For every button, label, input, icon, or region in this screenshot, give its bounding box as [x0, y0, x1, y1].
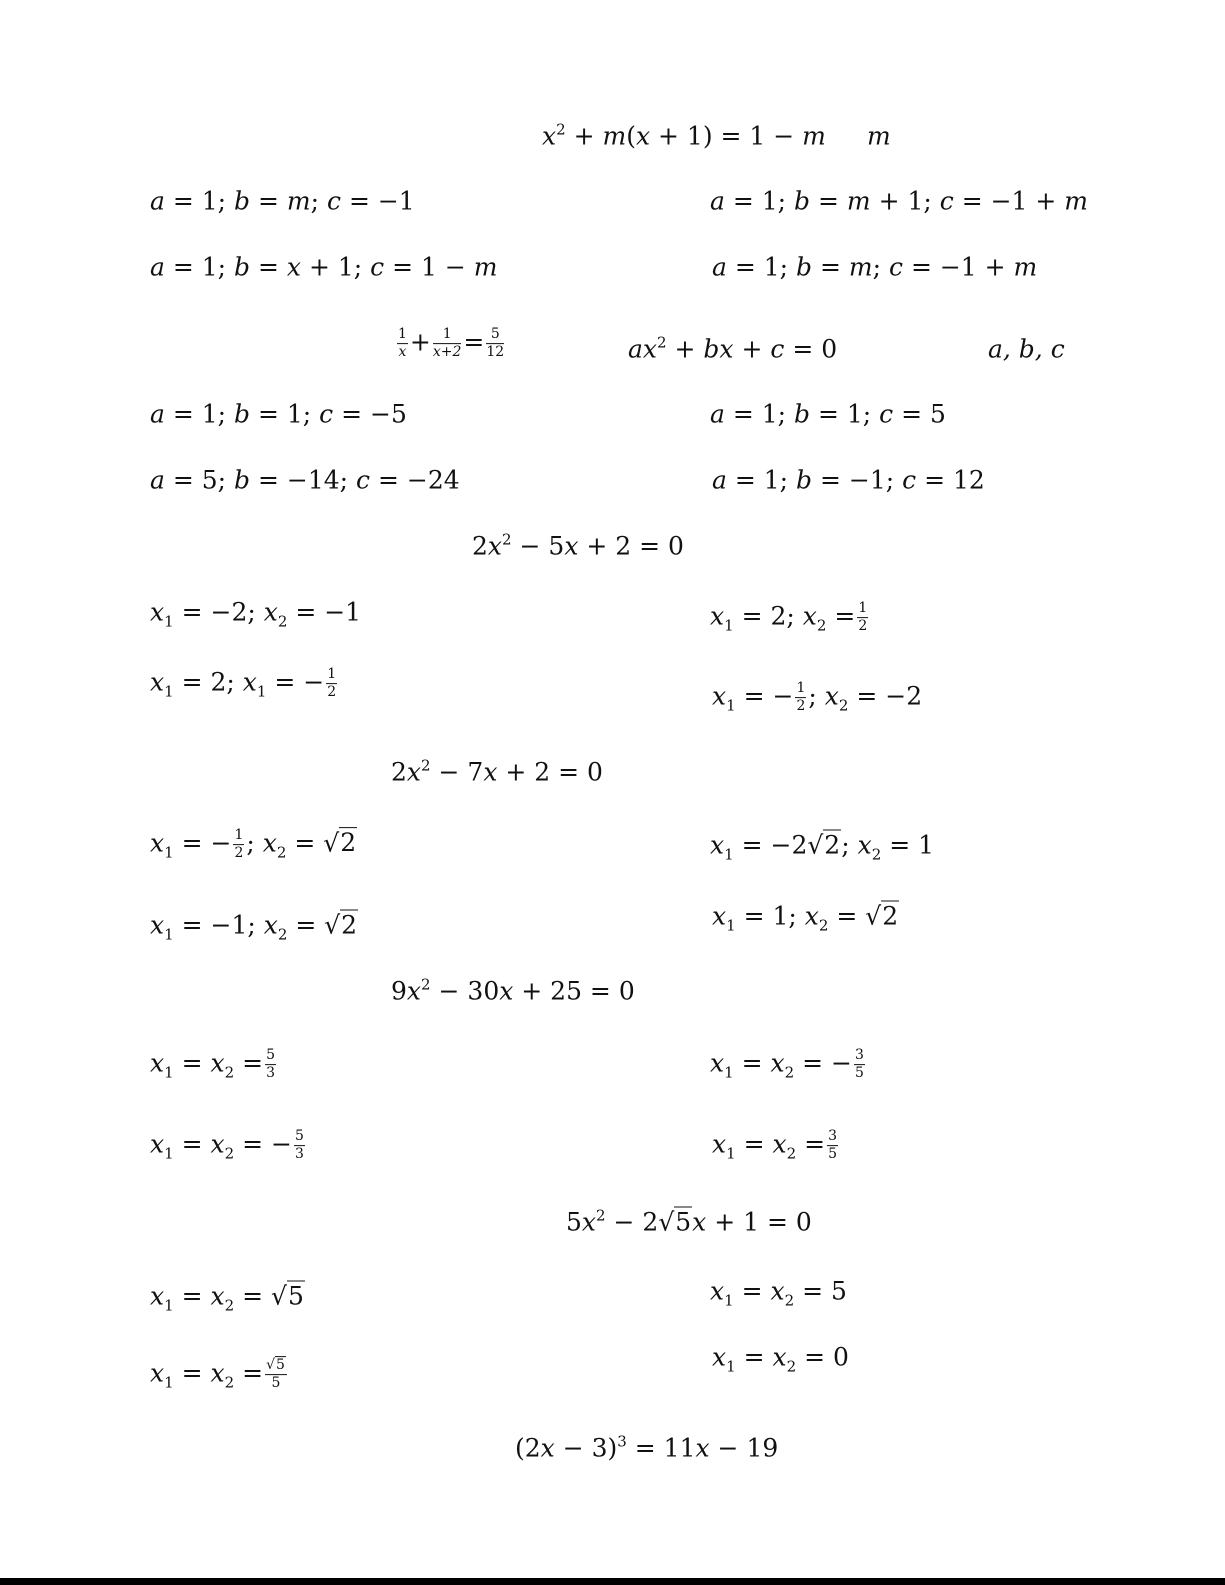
q3-option-b: $x_1 = 2$; $x_2$ = $\frac{1}{2}$	[710, 600, 868, 635]
q1-option-d: a = 1; b = m; c = −1 + m	[712, 252, 1038, 282]
q4-option-d: $x_1 = 1$; $x_2 = √2$	[712, 901, 899, 935]
q6-option-a: $x_1 = x_2 = √5$	[150, 1281, 304, 1315]
q5-option-a: $x_1 = x_2$ = $\frac{5}{3}$	[150, 1047, 275, 1082]
q4-equation: $2x^2 - 7x + 2 = 0$	[391, 756, 603, 787]
q3-option-a: $x_1 = -2$; $x_2 = -1$	[150, 597, 362, 631]
q6-option-d: $x_1 = x_2 = 0$	[712, 1342, 849, 1376]
q6-equation: $5x^2 - 2√5x + 1 = 0$	[566, 1206, 812, 1237]
q2-equation: $\frac{1}{x}$ + $\frac{1}{x+2}$ = $\frac{5}{12}$	[398, 326, 505, 361]
q5-option-b: $x_1 = x_2$ = − $\frac{3}{5}$	[710, 1047, 864, 1082]
q1-option-c: a = 1; b = x + 1; c = 1 − m	[150, 252, 498, 282]
q1-equation: $x^2 + m(x + 1) = 1 - m$	[542, 120, 826, 151]
page-bottom-border	[0, 1578, 1225, 1585]
q6-option-b: $x_1 = x_2 = 5$	[710, 1276, 847, 1310]
q2-option-d: a = 1; b = −1; c = 12	[712, 465, 985, 495]
q2-option-a: a = 1; b = 1; c = −5	[150, 399, 407, 429]
q4-option-a: $x_1$ = − $\frac{1}{2}$ ; $x_2 = √2$	[150, 827, 357, 862]
q5-option-c: $x_1 = x_2$ = − $\frac{5}{3}$	[150, 1128, 304, 1163]
q3-equation: $2x^2 - 5x + 2 = 0$	[472, 530, 684, 561]
q2-standard-form: $ax^2$ + bx + c = 0	[628, 333, 838, 364]
q7-equation: $(2x - 3)^3 = 11x - 19$	[515, 1432, 779, 1463]
q1-option-a: a = 1; b = m; c = −1	[150, 186, 415, 216]
q2-coefficients: a, b, c	[988, 334, 1065, 364]
q2-option-c: a = 5; b = −14; c = −24	[150, 465, 460, 495]
q5-option-d: $x_1 = x_2$ = $\frac{3}{5}$	[712, 1128, 837, 1163]
q1-option-b: a = 1; b = m + 1; c = −1 + m	[710, 186, 1089, 216]
q4-option-c: $x_1 = -1$; $x_2 = √2$	[150, 910, 358, 944]
q6-option-c: $x_1 = x_2$ = $\frac{√5}{5}$	[150, 1357, 285, 1392]
q2-option-b: a = 1; b = 1; c = 5	[710, 399, 946, 429]
q1-variable: m	[867, 121, 891, 151]
q3-option-d: $x_1$ = − $\frac{1}{2}$ ; $x_2 = -2$	[712, 680, 923, 715]
q4-option-b: $x_1 = -2√2$; $x_2 = 1$	[710, 830, 934, 864]
q3-option-c: $x_1 = 2$; $x_1$ = − $\frac{1}{2}$	[150, 666, 337, 701]
q5-equation: $9x^2 - 30x + 25 = 0$	[391, 975, 635, 1006]
